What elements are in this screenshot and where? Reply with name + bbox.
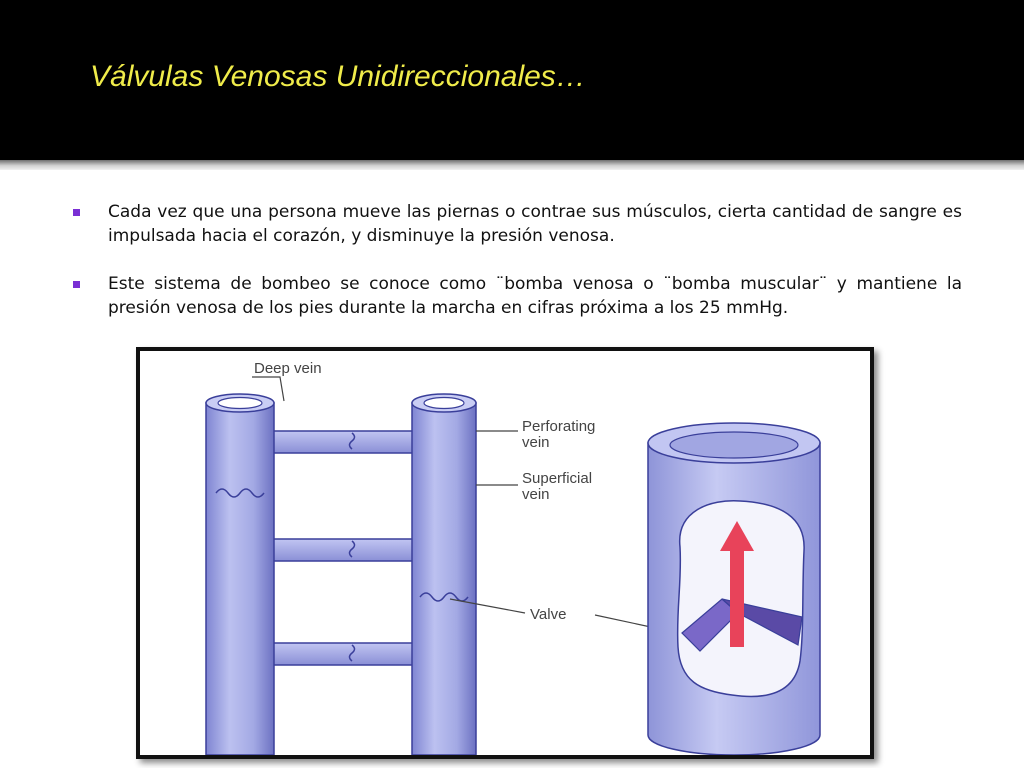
title-divider xyxy=(0,160,1024,170)
label-deep-vein: Deep vein xyxy=(254,360,322,377)
bullet-square-icon xyxy=(73,209,80,216)
superficial-vein-tube xyxy=(412,394,476,755)
label-perforating-vein-line2: vein xyxy=(522,434,550,451)
vein-valve-diagram xyxy=(136,347,874,759)
bullet-text: Este sistema de bombeo se conoce como ¨bomba venosa o ¨bomba muscular¨ y mantiene la presión venosa de los pies durante la marcha en cifras próxima a los 25 mmHg. xyxy=(108,274,962,318)
bullet-item xyxy=(70,272,962,320)
diagram-svg xyxy=(140,351,870,755)
bullet-square-icon xyxy=(73,281,80,288)
bullet-item xyxy=(70,200,962,248)
bullet-text: Cada vez que una persona mueve las piernas o contrae sus músculos, cierta cantidad de sangre es impulsada hacia el corazón, y disminuye la presión venosa. xyxy=(108,202,962,246)
title-band xyxy=(0,0,1024,160)
label-superficial-vein-line2: vein xyxy=(522,486,550,503)
label-superficial-vein-line1: Superficial xyxy=(522,470,593,487)
bullet-list xyxy=(70,200,962,344)
label-valve: Valve xyxy=(530,606,567,623)
slide-content xyxy=(0,170,1024,768)
slide-title: Válvulas Venosas Unidireccionales… xyxy=(90,60,586,93)
label-perforating-vein-line1: Perforating xyxy=(522,418,596,435)
deep-vein-tube xyxy=(206,394,274,755)
